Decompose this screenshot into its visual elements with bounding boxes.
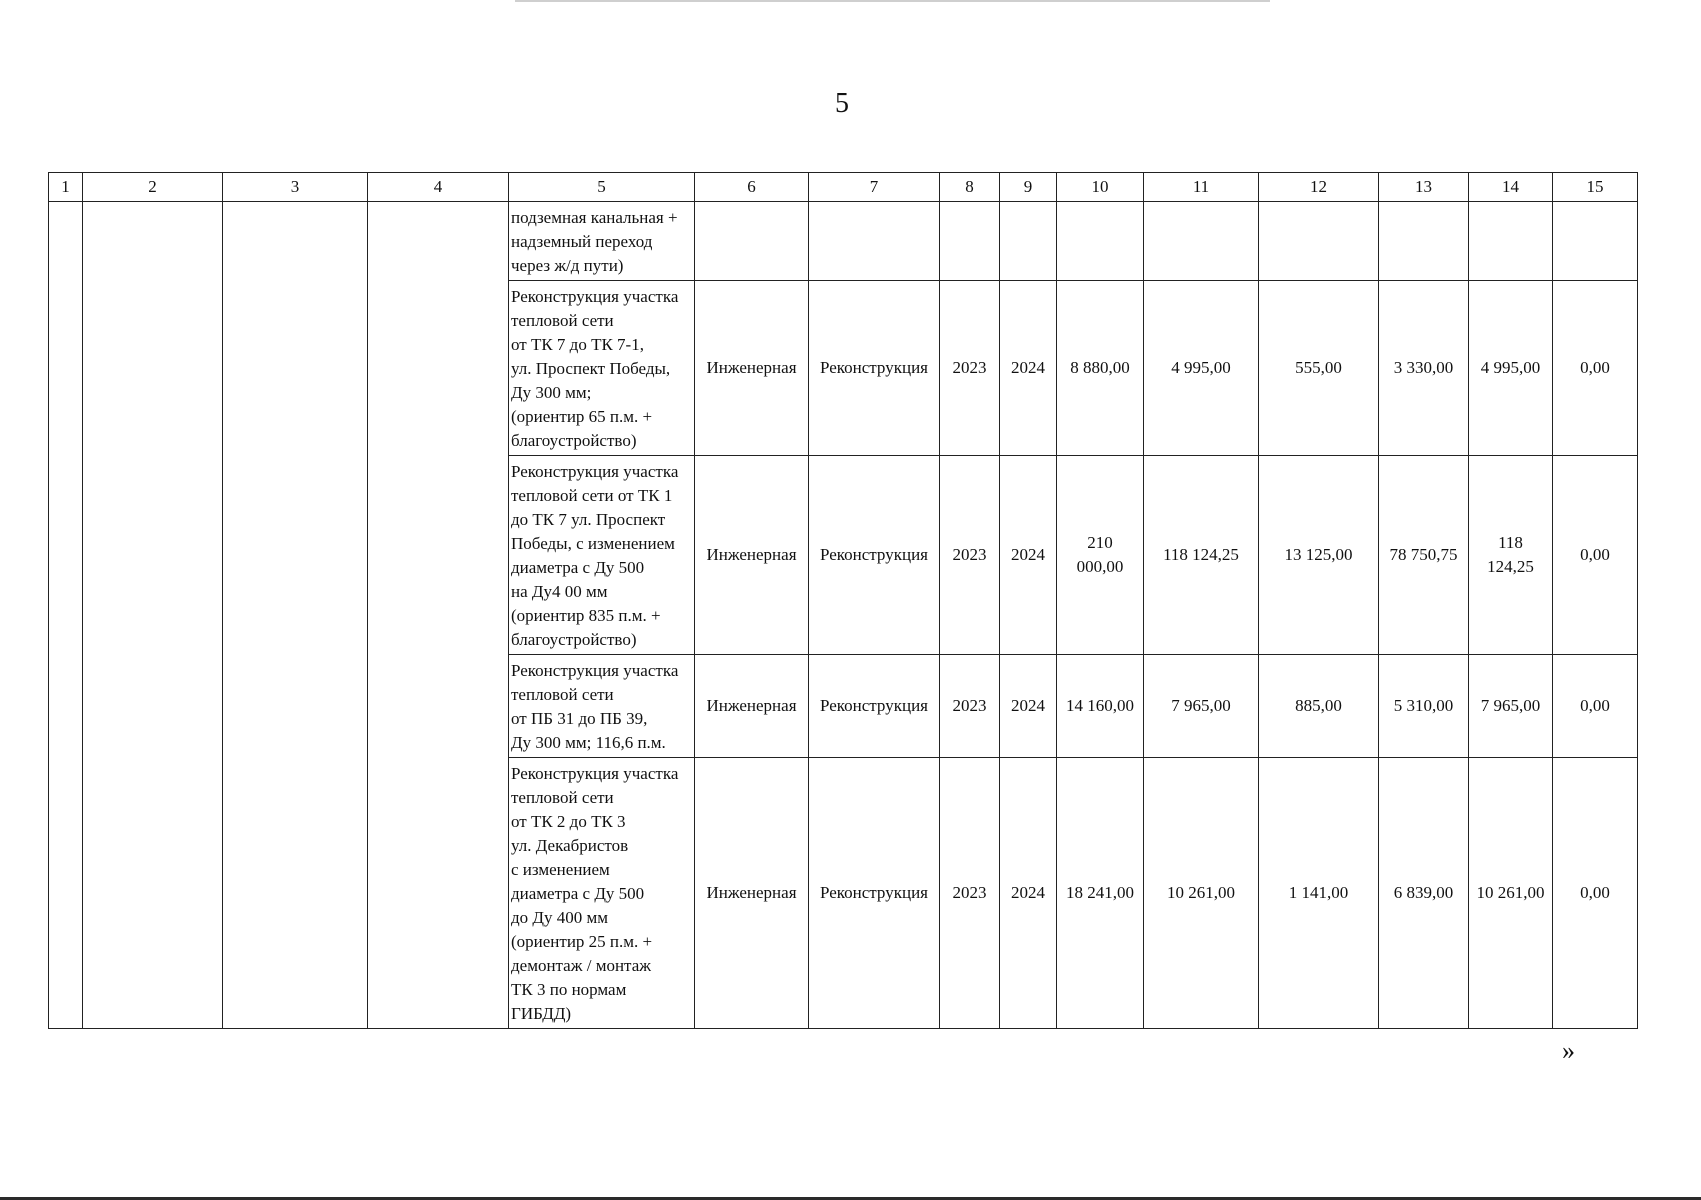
object-type-cell: Инженерная (695, 655, 809, 758)
cost-col14-cell: 118 124,25 (1469, 456, 1553, 655)
merged-column-1-cell (49, 202, 83, 1029)
object-type-cell (695, 202, 809, 281)
cost-col12-cell: 13 125,00 (1259, 456, 1379, 655)
start-year-cell: 2023 (940, 456, 1000, 655)
cost-col12-cell (1259, 202, 1379, 281)
column-header-10: 10 (1057, 173, 1144, 202)
start-year-cell: 2023 (940, 655, 1000, 758)
column-header-7: 7 (809, 173, 940, 202)
column-header-14: 14 (1469, 173, 1553, 202)
column-header-11: 11 (1144, 173, 1259, 202)
object-name-cell: Реконструкция участка тепловой сети от ТК 2 до ТК 3 ул. Декабристов с изменением диаметра с Ду 500 до Ду 400 мм (ориентир 25 п.м. + демонтаж / монтаж ТК 3 по нормам ГИБДД) (509, 758, 695, 1029)
work-kind-cell: Реконструкция (809, 456, 940, 655)
column-header-15: 15 (1553, 173, 1638, 202)
work-kind-cell: Реконструкция (809, 281, 940, 456)
cost-col14-cell: 7 965,00 (1469, 655, 1553, 758)
cost-col13-cell (1379, 202, 1469, 281)
end-year-cell (1000, 202, 1057, 281)
cost-col12-cell: 1 141,00 (1259, 758, 1379, 1029)
cost-col11-cell: 4 995,00 (1144, 281, 1259, 456)
cost-col11-cell: 10 261,00 (1144, 758, 1259, 1029)
page-number: 5 (835, 88, 849, 119)
cost-col12-cell: 885,00 (1259, 655, 1379, 758)
cost-col11-cell (1144, 202, 1259, 281)
cost-total-cell: 14 160,00 (1057, 655, 1144, 758)
work-kind-cell: Реконструкция (809, 655, 940, 758)
cost-col13-cell: 78 750,75 (1379, 456, 1469, 655)
cost-col11-cell: 7 965,00 (1144, 655, 1259, 758)
column-header-1: 1 (49, 173, 83, 202)
cost-col15-cell: 0,00 (1553, 456, 1638, 655)
column-header-4: 4 (368, 173, 509, 202)
cost-total-cell (1057, 202, 1144, 281)
column-header-8: 8 (940, 173, 1000, 202)
cost-col14-cell (1469, 202, 1553, 281)
end-year-cell: 2024 (1000, 281, 1057, 456)
column-header-12: 12 (1259, 173, 1379, 202)
end-year-cell: 2024 (1000, 655, 1057, 758)
object-name-cell: Реконструкция участка тепловой сети от ТК 1 до ТК 7 ул. Проспект Победы, с изменением диаметра с Ду 500 на Ду4 00 мм (ориентир 835 п.м. + благоустройство) (509, 456, 695, 655)
merged-column-4-cell (368, 202, 509, 1029)
column-header-3: 3 (223, 173, 368, 202)
cost-col15-cell: 0,00 (1553, 758, 1638, 1029)
start-year-cell: 2023 (940, 281, 1000, 456)
end-year-cell: 2024 (1000, 456, 1057, 655)
column-header-13: 13 (1379, 173, 1469, 202)
table-row (49, 202, 1638, 281)
cost-col14-cell: 4 995,00 (1469, 281, 1553, 456)
cost-col15-cell: 0,00 (1553, 281, 1638, 456)
cost-col13-cell: 3 330,00 (1379, 281, 1469, 456)
column-header-2: 2 (83, 173, 223, 202)
cost-total-cell: 8 880,00 (1057, 281, 1144, 456)
cost-total-cell: 210 000,00 (1057, 456, 1144, 655)
object-type-cell: Инженерная (695, 281, 809, 456)
column-header-9: 9 (1000, 173, 1057, 202)
cost-col11-cell: 118 124,25 (1144, 456, 1259, 655)
object-name-cell: Реконструкция участка тепловой сети от ТК 7 до ТК 7-1, ул. Проспект Победы, Ду 300 мм; (ориентир 65 п.м. + благоустройство) (509, 281, 695, 456)
work-kind-cell: Реконструкция (809, 758, 940, 1029)
closing-quote: » (1562, 1036, 1575, 1065)
merged-column-3-cell (223, 202, 368, 1029)
table-header-row (49, 173, 1638, 202)
cost-col14-cell: 10 261,00 (1469, 758, 1553, 1029)
cost-col15-cell: 0,00 (1553, 655, 1638, 758)
investment-table (48, 172, 1638, 1029)
cost-col15-cell (1553, 202, 1638, 281)
object-name-cell: подземная канальная + надземный переход через ж/д пути) (509, 202, 695, 281)
cost-col13-cell: 6 839,00 (1379, 758, 1469, 1029)
column-header-6: 6 (695, 173, 809, 202)
end-year-cell: 2024 (1000, 758, 1057, 1029)
cost-col12-cell: 555,00 (1259, 281, 1379, 456)
column-header-5: 5 (509, 173, 695, 202)
cost-col13-cell: 5 310,00 (1379, 655, 1469, 758)
scan-top-edge (515, 0, 1270, 2)
work-kind-cell (809, 202, 940, 281)
start-year-cell: 2023 (940, 758, 1000, 1029)
cost-total-cell: 18 241,00 (1057, 758, 1144, 1029)
object-name-cell: Реконструкция участка тепловой сети от ПБ 31 до ПБ 39, Ду 300 мм; 116,6 п.м. (509, 655, 695, 758)
merged-column-2-cell (83, 202, 223, 1029)
object-type-cell: Инженерная (695, 456, 809, 655)
investment-table-container (48, 172, 1637, 1029)
object-type-cell: Инженерная (695, 758, 809, 1029)
start-year-cell (940, 202, 1000, 281)
